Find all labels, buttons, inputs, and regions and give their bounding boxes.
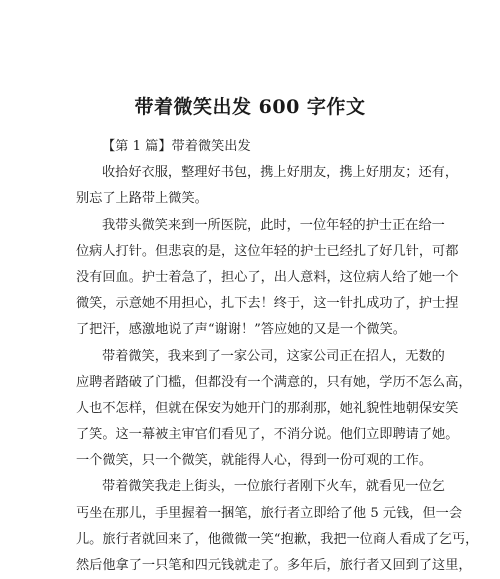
text-line: 然后他拿了一只笔和四元钱就走了。多年后，旅行者又回到了这里， bbox=[76, 558, 472, 573]
text-line: 微笑，示意她不用担心，扎下去！终于，这一针扎成功了，护士捏 bbox=[76, 296, 459, 312]
text-line: 没有回血。护士着急了，担心了，出人意料，这位病人给了她一个 bbox=[76, 269, 459, 285]
text-line: 位病人打针。但悲哀的是，这位年轻的护士已经扎了好几针，可都 bbox=[76, 243, 459, 259]
text-line: 带着微笑，我来到了一家公司，这家公司正在招人，无数的 bbox=[102, 348, 445, 364]
document-body bbox=[76, 134, 479, 579]
text-line: 收拾好衣服，整理好书包，携上好朋友，携上好朋友；还有， bbox=[102, 165, 459, 181]
text-line: 儿。旅行者就回来了，他微微一笑“抱歉，我把一位商人看成了乞丐， bbox=[76, 531, 479, 547]
text-line: 别忘了上路带上微笑。 bbox=[76, 191, 208, 207]
text-line: 应聘者踏破了门槛，但都没有一个满意的，只有她，学历不怎么高， bbox=[76, 374, 472, 390]
text-line: 了笑。这一幕被主审官们看见了，不消分说。他们立即聘请了她。 bbox=[76, 427, 459, 443]
text-line: 我带头微笑来到一所医院，此时，一位年轻的护士正在给一 bbox=[102, 217, 445, 233]
text-line: 丐坐在那儿，手里握着一捆笔，旅行者立即给了他 5 元钱，但一会 bbox=[76, 505, 463, 521]
text-line: 了把汗，感激地说了声“谢谢！”答应她的又是一个微笑。 bbox=[76, 322, 406, 338]
text-line: 一个微笑，只一个微笑，就能得人心，得到一份可观的工作。 bbox=[76, 453, 433, 469]
section-heading: 【第 1 篇】带着微笑出发 bbox=[102, 139, 251, 154]
text-line: 人也不怎样，但就在保安为她开门的那刹那，她礼貌性地朝保安笑 bbox=[76, 400, 459, 416]
document-title: 带着微笑出发 600 字作文 bbox=[134, 96, 366, 118]
text-line: 带着微笑我走上街头，一位旅行者刚下火车，就看见一位乞 bbox=[102, 479, 445, 495]
